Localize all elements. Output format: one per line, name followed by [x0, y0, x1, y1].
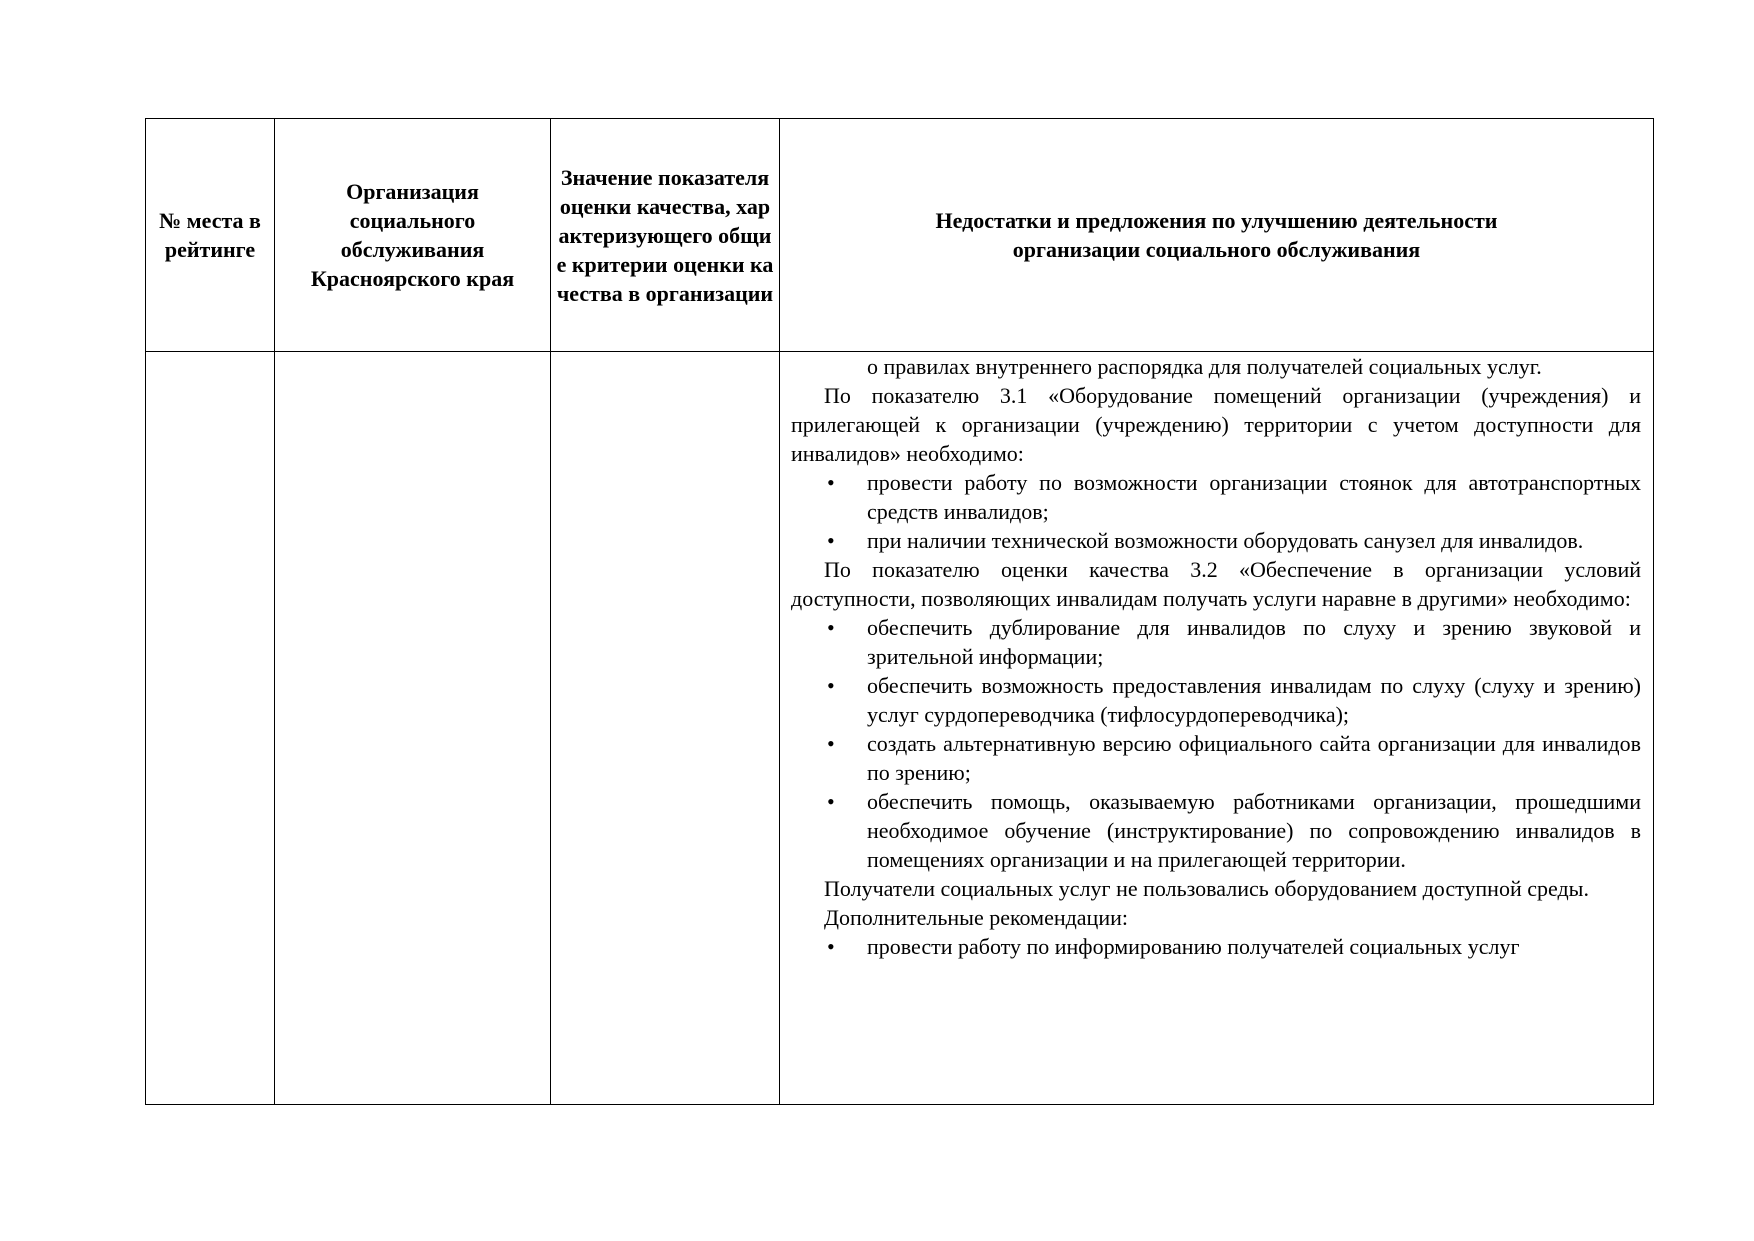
list-item — [791, 468, 1641, 526]
list-item — [791, 729, 1641, 787]
list-item-text: провести работу по возможности организации стоянок для автотранспортных средств инвалидов; — [867, 470, 1641, 524]
paragraph-indicator-3-2: По показателю оценки качества 3.2 «Обеспечение в организации условий доступности, позволяющих инвалидам получать услуги наравне в другими» необходимо: — [791, 557, 1641, 611]
paragraph-equipment: Получатели социальных услуг не пользовались оборудованием доступной среды. — [824, 876, 1589, 901]
list-item-text: при наличии технической возможности оборудовать санузел для инвалидов. — [867, 528, 1584, 553]
paragraph-indicator-3-1: По показателю 3.1 «Оборудование помещений организации (учреждения) и прилегающей к организации (учреждению) территории с учетом доступности для инвалидов» необходимо: — [791, 383, 1641, 466]
cell-organization — [275, 352, 551, 1105]
continued-list-item: о правилах внутреннего распорядка для получателей социальных услуг. — [867, 354, 1542, 379]
header-shortcomings-label: Недостатки и предложения по улучшению деятельности организации социального обслуживания — [935, 208, 1498, 262]
list-item-text: обеспечить дублирование для инвалидов по слуху и зрению звуковой и зрительной информации; — [867, 615, 1641, 669]
bullet-icon: • — [827, 731, 835, 756]
header-place — [146, 119, 275, 352]
header-organization-label: Организация социального обслуживания Красноярского края — [310, 179, 515, 291]
list-item — [791, 613, 1641, 671]
list-item-text: провести работу по информированию получателей социальных услуг — [867, 934, 1520, 959]
rating-table — [145, 118, 1654, 1105]
bullet-icon: • — [827, 470, 835, 495]
bullet-icon: • — [827, 789, 835, 814]
bullet-icon: • — [827, 615, 835, 640]
header-place-label: № места в рейтинге — [159, 208, 261, 262]
list-item — [791, 526, 1641, 555]
shortcomings-content — [780, 352, 1653, 961]
list-item-text: обеспечить возможность предоставления инвалидам по слуху (слуху и зрению) услуг сурдопереводчика (тифлосурдопереводчика); — [867, 673, 1641, 727]
cell-place — [146, 352, 275, 1105]
bullet-icon: • — [827, 934, 835, 959]
list-indicator-3-1 — [791, 468, 1641, 555]
list-item — [791, 932, 1641, 961]
header-value — [551, 119, 780, 352]
header-value-label: Значение показателя оценки качества, характеризующего общие критерии оценки качества в организации — [556, 164, 774, 306]
list-indicator-3-2 — [791, 613, 1641, 874]
header-shortcomings — [780, 119, 1654, 352]
bullet-icon: • — [827, 528, 835, 553]
header-organization — [275, 119, 551, 352]
paragraph-additional: Дополнительные рекомендации: — [824, 905, 1128, 930]
cell-value — [551, 352, 780, 1105]
list-item — [791, 671, 1641, 729]
table-header-row — [146, 119, 1654, 352]
list-item-text: создать альтернативную версию официального сайта организации для инвалидов по зрению; — [867, 731, 1641, 785]
list-item-text: обеспечить помощь, оказываемую работниками организации, прошедшими необходимое обучение (инструктирование) по сопровождению инвалидов в помещениях организации и на прилегающей территории. — [867, 789, 1641, 872]
list-additional — [791, 932, 1641, 961]
table-row — [146, 352, 1654, 1105]
cell-shortcomings — [780, 352, 1654, 1105]
list-item — [791, 787, 1641, 874]
bullet-icon: • — [827, 673, 835, 698]
